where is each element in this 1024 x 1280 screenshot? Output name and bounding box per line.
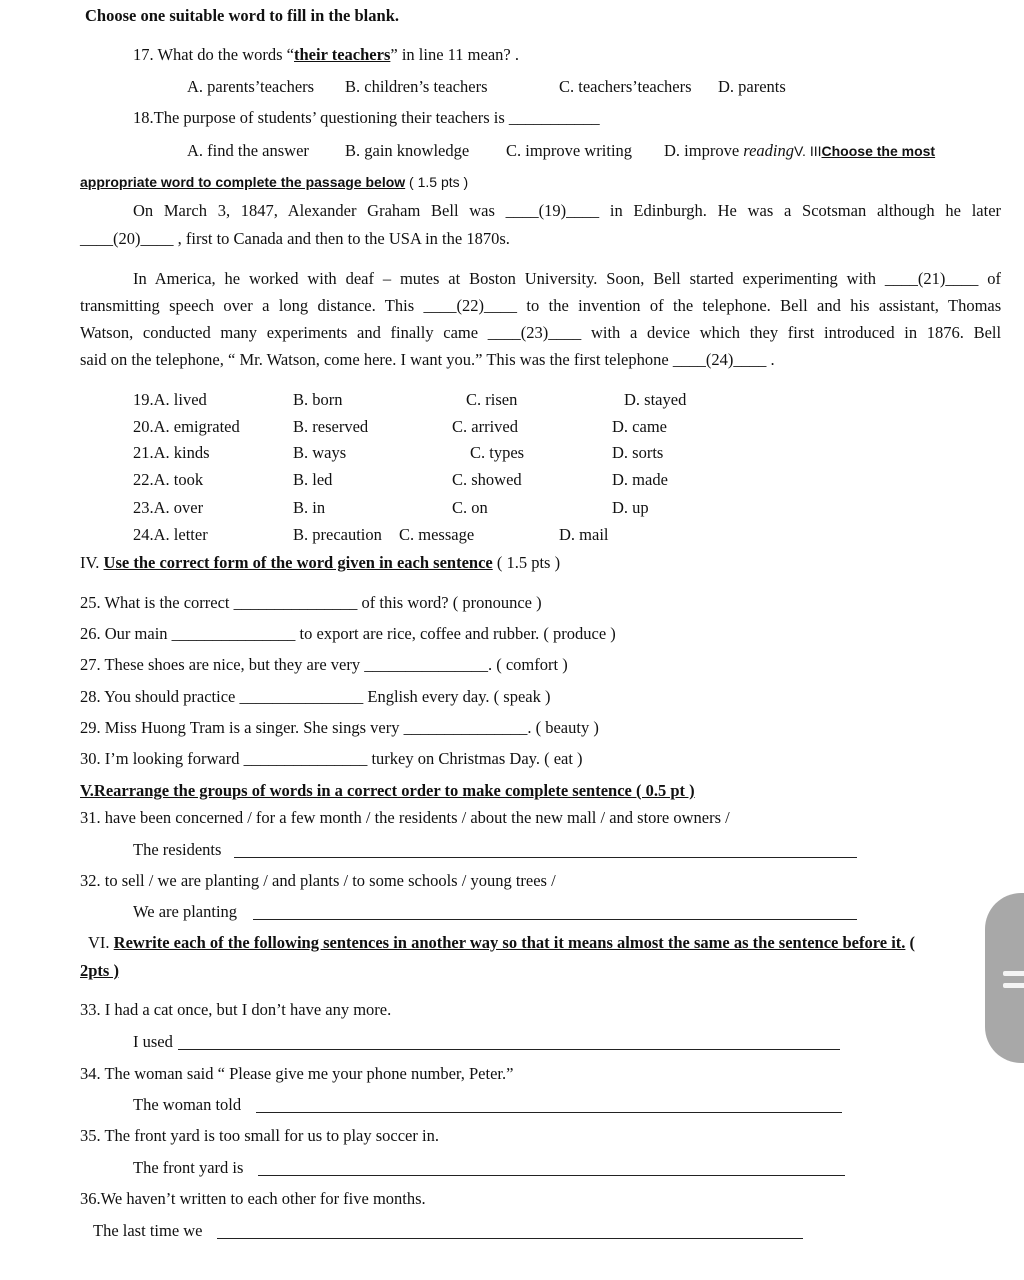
question-26: 26. Our main _______________ to export are rice, coffee and rubber. ( produce ) [80,624,616,643]
answer-31-start: The residents [133,840,222,859]
choice-20-d: D. came [612,417,667,436]
passage-line [133,268,1001,290]
passage-word: assistant, [878,296,939,315]
choice-21-b: B. ways [293,443,347,462]
passage-word: first [787,323,815,342]
passage-word: March [163,201,207,220]
passage-word: although [876,201,935,220]
q18-option-a: A. find the answer [187,141,309,160]
q18-option-b: B. gain knowledge [345,141,470,160]
answer-35-start: The front yard is [133,1158,244,1177]
passage-word: device [646,323,691,342]
answer-35-line [258,1175,845,1176]
choice-19-c: C. risen [466,390,518,409]
passage-word: in [609,201,623,220]
passage-word: 1847, [240,201,278,220]
passage-word: at [448,269,461,288]
section4-heading: IV. Use the correct form of the word given in each sentence ( 1.5 pts ) [80,553,561,572]
question-27: 27. These shoes are nice, but they are very _______________. ( comfort ) [80,655,568,674]
section6-points: 2pts ) [80,961,119,980]
passage-line [80,295,1001,317]
passage-word: ____(21)____ [884,269,979,288]
passage-word: and [357,323,381,342]
passage-word: Edinburgh. [633,201,707,220]
question-31: 31. have been concerned / for a few month / the residents / about the new mall / and store owners / [80,808,730,827]
choice-22-b: B. led [293,470,333,489]
passage-word: over [223,296,253,315]
passage-word: deaf [345,269,374,288]
q18-option-d: D. improve readingV. IIIChoose the most [664,141,936,160]
passage-word: the [672,296,694,315]
q18-option-c: C. improve writing [506,141,633,160]
passage-word: invention [578,296,641,315]
answer-31-line [234,857,857,858]
choice-21-a: 21.A. kinds [133,443,210,462]
answer-33-line [178,1049,840,1050]
choice-23-c: C. on [452,498,488,517]
question-17: 17. What do the words “their teachers” in line 11 mean? . [133,45,519,64]
answer-34-line [256,1112,842,1113]
question-32: 32. to sell / we are planting / and plants / to some schools / young trees / [80,871,556,890]
passage-word: he [224,269,241,288]
passage-word: was [469,201,495,220]
passage-word: On [133,201,154,220]
passage-word: distance. [317,296,376,315]
passage-word: finally [390,323,434,342]
passage-word: with [590,323,621,342]
answer-36-start: The last time we [93,1221,203,1240]
answer-36-line [217,1238,803,1239]
choice-24-a: 24.A. letter [133,525,208,544]
section3-heading-line2: appropriate word to complete the passage below ( 1.5 pts ) [80,174,469,190]
q17-option-d: D. parents [718,77,786,96]
passage-word: This [384,296,415,315]
passage-word: his [850,296,870,315]
passage-word: which [699,323,741,342]
drag-handle-icon[interactable] [985,893,1024,1063]
passage-word: Soon, [606,269,645,288]
passage-word: 3, [217,201,231,220]
choice-20-b: B. reserved [293,417,369,436]
question-29: 29. Miss Huong Tram is a singer. She sings very _______________. ( beauty ) [80,718,599,737]
passage-line [80,322,1001,344]
passage-word: in [904,323,918,342]
choice-23-a: 23.A. over [133,498,204,517]
passage-word: Bell [653,269,681,288]
choice-20-c: C. arrived [452,417,518,436]
question-30: 30. I’m looking forward _______________ turkey on Christmas Day. ( eat ) [80,749,583,768]
passage-word: experiments [266,323,348,342]
question-35: 35. The front yard is too small for us to play soccer in. [80,1126,439,1145]
passage-word: – [382,269,392,288]
choice-24-b: B. precaution [293,525,382,544]
passage-word: telephone. [702,296,771,315]
passage-word: many [220,323,258,342]
passage-word: ____(19)____ [505,201,600,220]
passage-word: with [846,269,876,288]
choice-20-a: 20.A. emigrated [133,417,240,436]
passage-word: long [278,296,309,315]
choice-21-c: C. types [470,443,525,462]
passage-word: speech [169,296,215,315]
passage-word: later [971,201,1001,220]
passage-word: worked [248,269,299,288]
section6-heading: VI. Rewrite each of the following sentences in another way so that it means almost the same as the sentence before it. ( [88,933,916,952]
passage-word: a [784,201,792,220]
section-heading: Choose one suitable word to fill in the blank. [85,6,399,25]
passage-word: to [526,296,540,315]
passage-word: of [987,269,1001,288]
choice-24-d: D. mail [559,525,609,544]
question-28: 28. You should practice _______________ English every day. ( speak ) [80,687,551,706]
choice-19-d: D. stayed [624,390,687,409]
passage-word: transmitting [80,296,160,315]
passage-word: a [629,323,638,342]
choice-22-d: D. made [612,470,668,489]
passage-word: mutes [399,269,440,288]
question-18: 18.The purpose of students’ questioning their teachers is ___________ [133,108,600,127]
passage-line: said on the telephone, “ Mr. Watson, come here. I want you.” This was the first telephone ____(24)____ . [80,350,775,369]
choice-19-a: 19.A. lived [133,390,207,409]
section3-heading: Choose the most [821,143,936,159]
passage-word: University. [524,269,598,288]
passage-word: He [717,201,737,220]
choice-22-a: 22.A. took [133,470,204,489]
passage-word: was [747,201,774,220]
passage-word: Scotsman [802,201,867,220]
passage-word: and [817,296,841,315]
passage-word: Watson, [80,323,134,342]
choice-22-c: C. showed [452,470,522,489]
passage-word: conducted [142,323,211,342]
passage-word: they [749,323,779,342]
question-33: 33. I had a cat once, but I don’t have any more. [80,1000,392,1019]
choice-19-b: B. born [293,390,343,409]
choice-23-d: D. up [612,498,649,517]
passage-word: started [689,269,734,288]
passage-word: Bell [973,323,1001,342]
passage-word: Boston [469,269,516,288]
handle-grip-bar [1003,983,1024,988]
q17-option-b: B. children’s teachers [345,77,488,96]
passage-word: America, [154,269,216,288]
passage-word: Bell [431,201,459,220]
passage-word: a [262,296,270,315]
question-36: 36.We haven’t written to each other for five months. [80,1189,426,1208]
passage-word: ____(22)____ [423,296,518,315]
passage-line [133,200,1001,222]
passage-word: experimenting [742,269,838,288]
passage-word: of [649,296,664,315]
choice-21-d: D. sorts [612,443,664,462]
answer-33-start: I used [133,1032,173,1051]
answer-34-start: The woman told [133,1095,242,1114]
answer-32-start: We are planting [133,902,238,921]
passage-word: 1876. [926,323,964,342]
passage-word: Alexander [287,201,357,220]
question-25: 25. What is the correct _______________ of this word? ( pronounce ) [80,593,542,612]
passage-word: introduced [824,323,895,342]
handle-grip-bar [1003,971,1024,976]
q17-option-a: A. parents’teachers [187,77,315,96]
choice-23-b: B. in [293,498,326,517]
choice-24-c: C. message [399,525,475,544]
section5-heading: V.Rearrange the groups of words in a correct order to make complete sentence ( 0.5 pt ) [80,781,695,800]
passage-word: ____(23)____ [487,323,582,342]
passage-word: In [133,269,147,288]
passage-word: came [443,323,479,342]
passage-word: Graham [367,201,421,220]
passage-word: the [548,296,569,315]
passage-word: Thomas [948,296,1001,315]
answer-32-line [253,919,857,920]
q17-option-c: C. teachers’teachers [559,77,692,96]
passage-word: Bell [780,296,808,315]
question-34: 34. The woman said “ Please give me your phone number, Peter.” [80,1064,514,1083]
passage-word: with [307,269,337,288]
passage-word: he [945,201,961,220]
passage-line: ____(20)____ , first to Canada and then to the USA in the 1870s. [80,229,510,248]
